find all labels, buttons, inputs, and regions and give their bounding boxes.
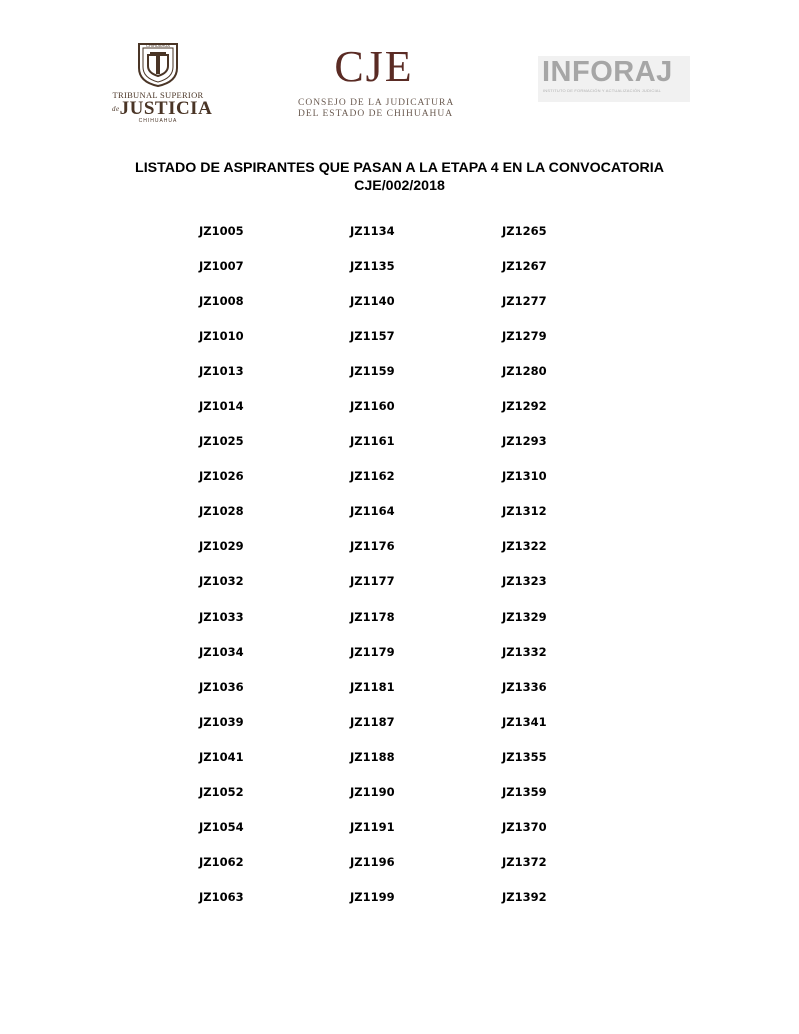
applicant-code: JZ1063 [199, 889, 244, 904]
applicant-code: JZ1176 [350, 539, 395, 554]
table-row [0, 678, 799, 713]
applicant-code: JZ1191 [350, 819, 395, 834]
applicant-code: JZ1028 [199, 504, 244, 519]
applicant-code: JZ1355 [502, 749, 547, 764]
tsj-logo-name: JUSTICIA [119, 98, 213, 119]
applicant-code: JZ1010 [199, 329, 244, 344]
table-row [0, 537, 799, 572]
applicant-code: JZ1062 [199, 854, 244, 869]
document-title-line1: LISTADO DE ASPIRANTES QUE PASAN A LA ETAPA 4 EN LA CONVOCATORIA [135, 160, 664, 176]
cje-logo-mark: CJE [334, 42, 414, 91]
tsj-seal-text: CHIHUAHUA [146, 43, 170, 48]
applicant-code: JZ1029 [199, 539, 244, 554]
applicant-code: JZ1336 [502, 679, 547, 694]
table-row [0, 853, 799, 888]
applicant-code: JZ1159 [350, 364, 395, 379]
applicant-code: JZ1161 [350, 434, 395, 449]
applicant-code: JZ1162 [350, 469, 395, 484]
cje-logo-sub1: CONSEJO DE LA JUDICATURA [298, 98, 455, 108]
table-row [0, 783, 799, 818]
table-row [0, 608, 799, 643]
applicant-code: JZ1190 [350, 784, 395, 799]
applicant-code: JZ1196 [350, 854, 395, 869]
applicant-code: JZ1292 [502, 399, 547, 414]
table-row [0, 257, 799, 292]
table-row [0, 222, 799, 257]
applicant-code: JZ1140 [350, 294, 395, 309]
table-row [0, 432, 799, 467]
applicant-code: JZ1277 [502, 294, 547, 309]
table-row [0, 502, 799, 537]
applicant-code: JZ1332 [502, 644, 547, 659]
applicant-code: JZ1341 [502, 714, 547, 729]
applicant-code: JZ1179 [350, 644, 395, 659]
applicant-code: JZ1265 [502, 224, 547, 238]
cje-logo [298, 42, 455, 120]
table-row [0, 572, 799, 607]
applicant-code: JZ1329 [502, 609, 547, 624]
table-row [0, 362, 799, 397]
applicant-code: JZ1157 [350, 329, 395, 344]
applicant-code: JZ1054 [199, 819, 244, 834]
table-row [0, 888, 799, 923]
applicant-code: JZ1177 [350, 574, 395, 589]
applicant-code: JZ1187 [350, 714, 395, 729]
applicant-code: JZ1005 [199, 224, 244, 238]
table-row [0, 643, 799, 678]
applicant-code: JZ1036 [199, 679, 244, 694]
applicant-code: JZ1279 [502, 329, 547, 344]
applicant-code: JZ1370 [502, 819, 547, 834]
applicant-code: JZ1007 [199, 259, 244, 274]
tsj-logo-line3: CHIHUAHUA [138, 118, 178, 124]
applicant-code: JZ1160 [350, 399, 395, 414]
applicant-code: JZ1310 [502, 469, 547, 484]
applicant-code: JZ1323 [502, 574, 547, 589]
applicant-code: JZ1013 [199, 364, 244, 379]
tsj-logo-line2 [112, 98, 213, 119]
table-row [0, 292, 799, 327]
applicant-code: JZ1293 [502, 434, 547, 449]
applicant-code: JZ1199 [350, 889, 395, 904]
applicant-code: JZ1392 [502, 889, 547, 904]
applicant-code: JZ1372 [502, 854, 547, 869]
applicant-code: JZ1164 [350, 504, 395, 519]
table-row [0, 327, 799, 362]
table-row [0, 713, 799, 748]
applicant-code: JZ1359 [502, 784, 547, 799]
applicant-code: JZ1033 [199, 609, 244, 624]
applicant-code-list [0, 222, 799, 923]
table-row [0, 397, 799, 432]
inforaj-logo-mark: INFORAJ [542, 56, 673, 88]
inforaj-logo-sub: INSTITUTO DE FORMACIÓN Y ACTUALIZACIÓN JUDICIAL [543, 88, 662, 93]
applicant-code: JZ1135 [350, 259, 395, 274]
applicant-code: JZ1188 [350, 749, 395, 764]
applicant-code: JZ1322 [502, 539, 547, 554]
applicant-code: JZ1014 [199, 399, 244, 414]
applicant-code: JZ1052 [199, 784, 244, 799]
tsj-logo-line1: TRIBUNAL SUPERIOR [112, 90, 204, 100]
applicant-code: JZ1041 [199, 749, 244, 764]
document-title [0, 159, 799, 195]
applicant-code: JZ1039 [199, 714, 244, 729]
document-title-line2: CJE/002/2018 [354, 178, 445, 194]
applicant-code: JZ1178 [350, 609, 395, 624]
applicant-code: JZ1267 [502, 259, 547, 274]
applicant-code: JZ1034 [199, 644, 244, 659]
applicant-code: JZ1025 [199, 434, 244, 449]
applicant-code: JZ1312 [502, 504, 547, 519]
tsj-logo-prefix: de [112, 105, 120, 113]
tsj-logo [112, 38, 213, 128]
applicant-code: JZ1134 [350, 224, 395, 238]
applicant-code: JZ1026 [199, 469, 244, 484]
cje-logo-sub2: DEL ESTADO DE CHIHUAHUA [298, 109, 454, 119]
applicant-code: JZ1181 [350, 679, 395, 694]
applicant-code: JZ1280 [502, 364, 547, 379]
table-row [0, 818, 799, 853]
tsj-seal-icon [133, 38, 183, 88]
inforaj-logo [538, 56, 690, 102]
table-row [0, 467, 799, 502]
applicant-code: JZ1008 [199, 294, 244, 309]
applicant-code: JZ1032 [199, 574, 244, 589]
table-row [0, 748, 799, 783]
